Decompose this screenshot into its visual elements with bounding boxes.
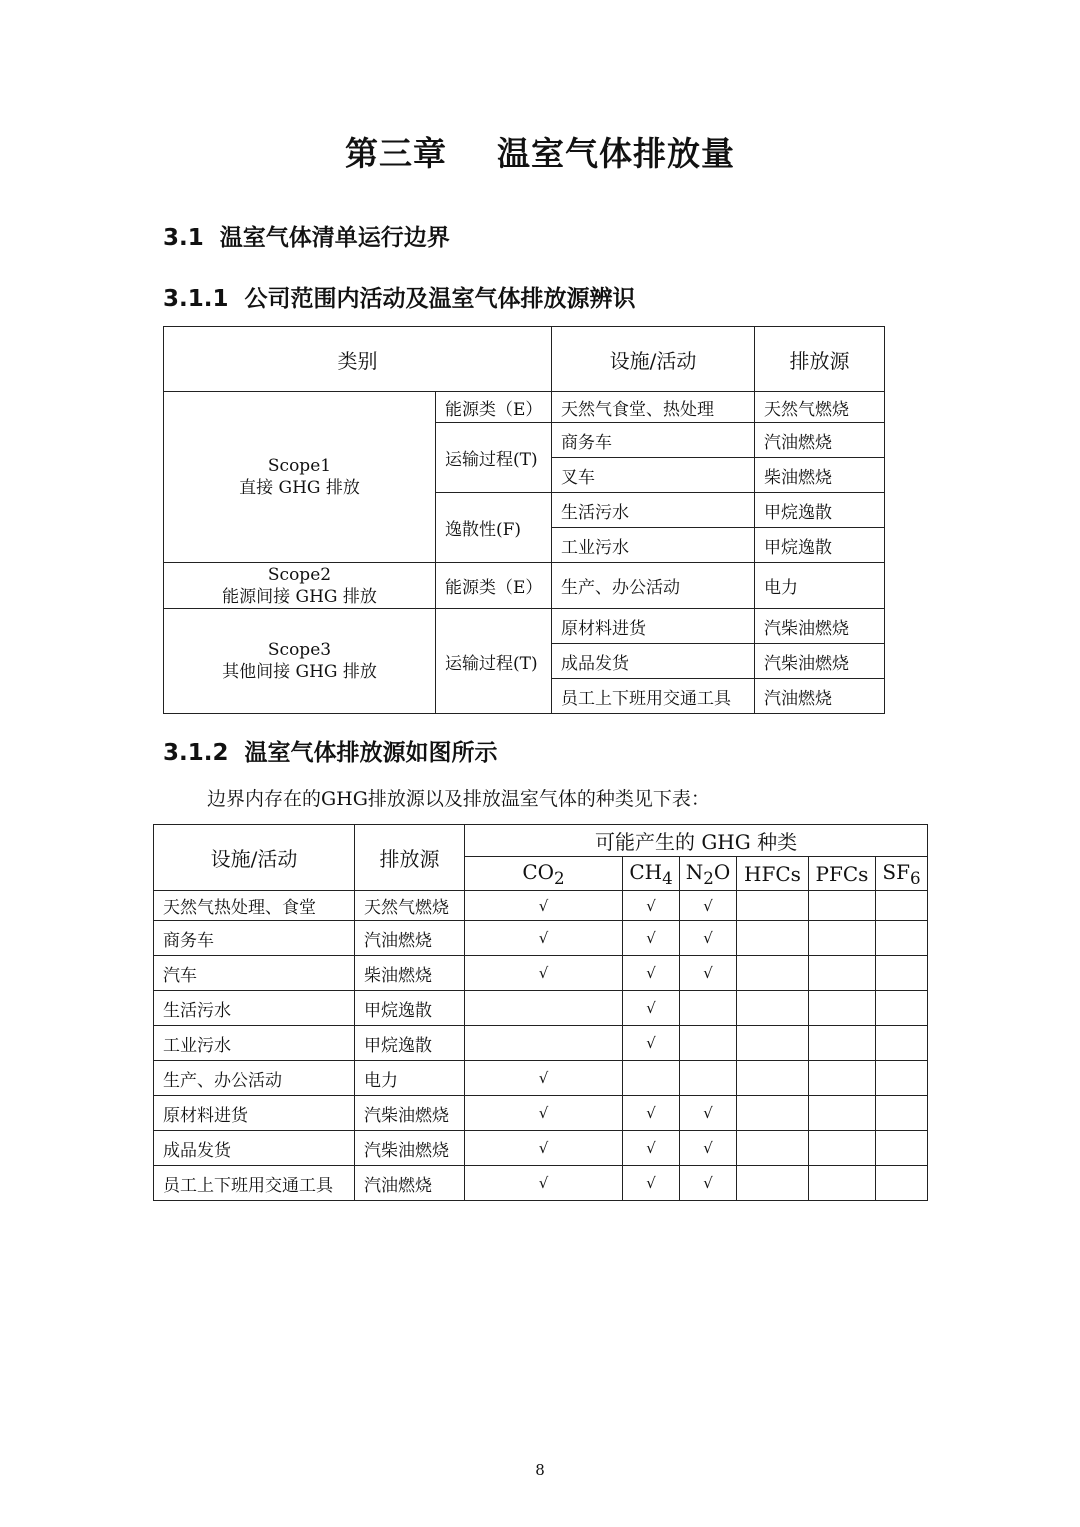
facility-cell: 员工上下班用交通工具 <box>552 679 755 714</box>
gas-mark-cell <box>737 921 809 956</box>
facility-cell: 生活污水 <box>154 991 355 1026</box>
gas-mark-cell <box>737 956 809 991</box>
scope2-cell <box>164 563 436 609</box>
source-cell: 汽柴油燃烧 <box>355 1131 465 1166</box>
gas-mark-cell <box>623 1061 680 1096</box>
gas-mark-cell <box>737 1061 809 1096</box>
header-ghg-group: 可能产生的 GHG 种类 <box>465 825 928 857</box>
gas-mark-cell: √ <box>465 921 623 956</box>
gas-formula: N <box>685 859 704 884</box>
section-number: 3.1.1 <box>163 286 229 312</box>
emission-source-identification-table <box>163 326 885 714</box>
source-cell: 甲烷逸散 <box>355 1026 465 1061</box>
intro-paragraph: 边界内存在的GHG排放源以及排放温室气体的种类见下表： <box>207 788 710 810</box>
table-header-row <box>164 327 885 392</box>
gas-mark-cell: √ <box>465 1131 623 1166</box>
gas-header-n2o <box>680 857 737 891</box>
scope-name: Scope2 <box>267 564 332 585</box>
gas-mark-cell: √ <box>680 956 737 991</box>
gas-mark-cell <box>876 1096 928 1131</box>
scope-desc: 其他间接 GHG 排放 <box>222 662 377 682</box>
table-row <box>154 1026 928 1061</box>
table-row <box>154 1061 928 1096</box>
scope1-cell <box>164 392 436 563</box>
gas-formula: SF <box>882 859 910 884</box>
gas-mark-cell <box>737 1131 809 1166</box>
facility-cell: 生产、办公活动 <box>552 563 755 609</box>
scope-name: Scope3 <box>267 640 332 660</box>
source-cell: 天然气燃烧 <box>755 392 885 423</box>
facility-cell: 生产、办公活动 <box>154 1061 355 1096</box>
gas-mark-cell: √ <box>680 1131 737 1166</box>
section-number: 3.1.2 <box>163 740 229 766</box>
facility-cell: 工业污水 <box>552 528 755 563</box>
source-cell: 电力 <box>755 563 885 609</box>
gas-subscript: 2 <box>703 868 714 888</box>
source-cell: 汽油燃烧 <box>755 423 885 458</box>
gas-mark-cell <box>876 1166 928 1201</box>
gas-mark-cell: √ <box>465 1166 623 1201</box>
gas-mark-cell: √ <box>465 891 623 921</box>
gas-mark-cell: √ <box>465 1096 623 1131</box>
gas-mark-cell: √ <box>680 1096 737 1131</box>
ghg-table-body <box>154 891 928 1201</box>
gas-mark-cell: √ <box>623 1166 680 1201</box>
gas-formula-tail: O <box>713 859 731 884</box>
gas-formula: CO <box>522 859 555 884</box>
gas-header-pfcs: PFCs <box>809 857 876 891</box>
gas-mark-cell: √ <box>680 921 737 956</box>
gas-mark-cell: √ <box>465 1061 623 1096</box>
facility-cell: 成品发货 <box>552 644 755 679</box>
source-cell: 汽柴油燃烧 <box>755 609 885 644</box>
gas-mark-cell: √ <box>680 891 737 921</box>
section-title: 公司范围内活动及温室气体排放源辨识 <box>244 286 636 312</box>
table-row <box>154 1166 928 1201</box>
gas-mark-cell: √ <box>623 921 680 956</box>
section-title: 温室气体排放源如图所示 <box>244 740 498 766</box>
gas-subscript: 2 <box>554 868 565 888</box>
gas-mark-cell: √ <box>623 956 680 991</box>
facility-cell: 生活污水 <box>552 493 755 528</box>
section-heading-3-1-2 <box>163 734 498 767</box>
gas-mark-cell <box>809 1096 876 1131</box>
ghg-types-table <box>153 824 928 1201</box>
table-row <box>154 1096 928 1131</box>
page-number: 8 <box>535 1461 545 1479</box>
facility-cell: 原材料进货 <box>154 1096 355 1131</box>
gas-mark-cell <box>809 1061 876 1096</box>
gas-formula: CH <box>629 859 663 884</box>
gas-mark-cell <box>737 1096 809 1131</box>
gas-mark-cell <box>876 921 928 956</box>
source-cell: 汽油燃烧 <box>355 921 465 956</box>
source-cell: 电力 <box>355 1061 465 1096</box>
scope3-cell <box>164 609 436 714</box>
gas-mark-cell <box>737 891 809 921</box>
table-row <box>154 956 928 991</box>
section-number: 3.1 <box>163 225 204 251</box>
gas-mark-cell <box>737 1026 809 1061</box>
gas-mark-cell <box>809 1131 876 1166</box>
gas-mark-cell <box>876 891 928 921</box>
facility-cell: 商务车 <box>552 423 755 458</box>
section-title: 温室气体清单运行边界 <box>219 225 450 251</box>
facility-cell: 员工上下班用交通工具 <box>154 1166 355 1201</box>
table-row <box>164 563 885 609</box>
gas-mark-cell <box>680 991 737 1026</box>
type-energy: 能源类（E） <box>436 563 552 609</box>
gas-header-co2 <box>465 857 623 891</box>
gas-mark-cell <box>737 991 809 1026</box>
gas-mark-cell: √ <box>623 991 680 1026</box>
gas-mark-cell <box>809 891 876 921</box>
facility-cell: 原材料进货 <box>552 609 755 644</box>
type-energy: 能源类（E） <box>436 392 552 423</box>
source-cell: 甲烷逸散 <box>755 493 885 528</box>
gas-mark-cell <box>465 1026 623 1061</box>
scope-desc: 直接 GHG 排放 <box>239 478 360 498</box>
gas-mark-cell <box>809 1026 876 1061</box>
facility-cell: 天然气食堂、热处理 <box>552 392 755 423</box>
type-fugitive: 逸散性(F) <box>436 493 552 563</box>
type-transport: 运输过程(T) <box>436 423 552 493</box>
header-source: 排放源 <box>755 327 885 392</box>
facility-cell: 工业污水 <box>154 1026 355 1061</box>
header-category: 类别 <box>164 327 552 392</box>
facility-cell: 汽车 <box>154 956 355 991</box>
gas-mark-cell: √ <box>623 1096 680 1131</box>
source-cell: 汽柴油燃烧 <box>755 644 885 679</box>
gas-mark-cell <box>876 1026 928 1061</box>
gas-mark-cell <box>809 921 876 956</box>
source-cell: 汽柴油燃烧 <box>355 1096 465 1131</box>
gas-mark-cell <box>809 1166 876 1201</box>
gas-mark-cell: √ <box>623 1131 680 1166</box>
gas-mark-cell <box>737 1166 809 1201</box>
gas-mark-cell: √ <box>623 1026 680 1061</box>
gas-mark-cell: √ <box>680 1166 737 1201</box>
table-row <box>164 609 885 644</box>
gas-mark-cell <box>809 991 876 1026</box>
header-facility: 设施/活动 <box>552 327 755 392</box>
chapter-title: 第三章 温室气体排放量 <box>345 134 735 173</box>
source-cell: 天然气燃烧 <box>355 891 465 921</box>
scope-name: Scope1 <box>267 456 332 476</box>
scope-desc: 能源间接 GHG 排放 <box>222 586 377 607</box>
gas-mark-cell: √ <box>623 891 680 921</box>
table-row <box>164 392 885 423</box>
facility-cell: 商务车 <box>154 921 355 956</box>
gas-mark-cell <box>876 991 928 1026</box>
gas-subscript: 4 <box>662 868 673 888</box>
gas-mark-cell <box>465 991 623 1026</box>
source-cell: 甲烷逸散 <box>355 991 465 1026</box>
source-cell: 甲烷逸散 <box>755 528 885 563</box>
section-heading-3-1-1 <box>163 280 636 313</box>
source-cell: 汽油燃烧 <box>355 1166 465 1201</box>
header-source: 排放源 <box>355 825 465 891</box>
type-transport: 运输过程(T) <box>436 609 552 714</box>
table-row <box>154 921 928 956</box>
gas-mark-cell <box>876 956 928 991</box>
table-header-row <box>154 825 928 857</box>
gas-header-hfcs: HFCs <box>737 857 809 891</box>
header-facility: 设施/活动 <box>154 825 355 891</box>
gas-subscript: 6 <box>910 868 921 888</box>
facility-cell: 成品发货 <box>154 1131 355 1166</box>
gas-header-ch4 <box>623 857 680 891</box>
table-row <box>154 991 928 1026</box>
gas-mark-cell: √ <box>465 956 623 991</box>
source-cell: 汽油燃烧 <box>755 679 885 714</box>
gas-mark-cell <box>809 956 876 991</box>
gas-mark-cell <box>680 1026 737 1061</box>
section-heading-3-1 <box>163 219 450 252</box>
gas-mark-cell <box>680 1061 737 1096</box>
facility-cell: 叉车 <box>552 458 755 493</box>
gas-header-sf6 <box>876 857 928 891</box>
table-row <box>154 1131 928 1166</box>
source-cell: 柴油燃烧 <box>755 458 885 493</box>
gas-mark-cell <box>876 1131 928 1166</box>
gas-mark-cell <box>876 1061 928 1096</box>
source-cell: 柴油燃烧 <box>355 956 465 991</box>
table-row <box>154 891 928 921</box>
facility-cell: 天然气热处理、食堂 <box>154 891 355 921</box>
